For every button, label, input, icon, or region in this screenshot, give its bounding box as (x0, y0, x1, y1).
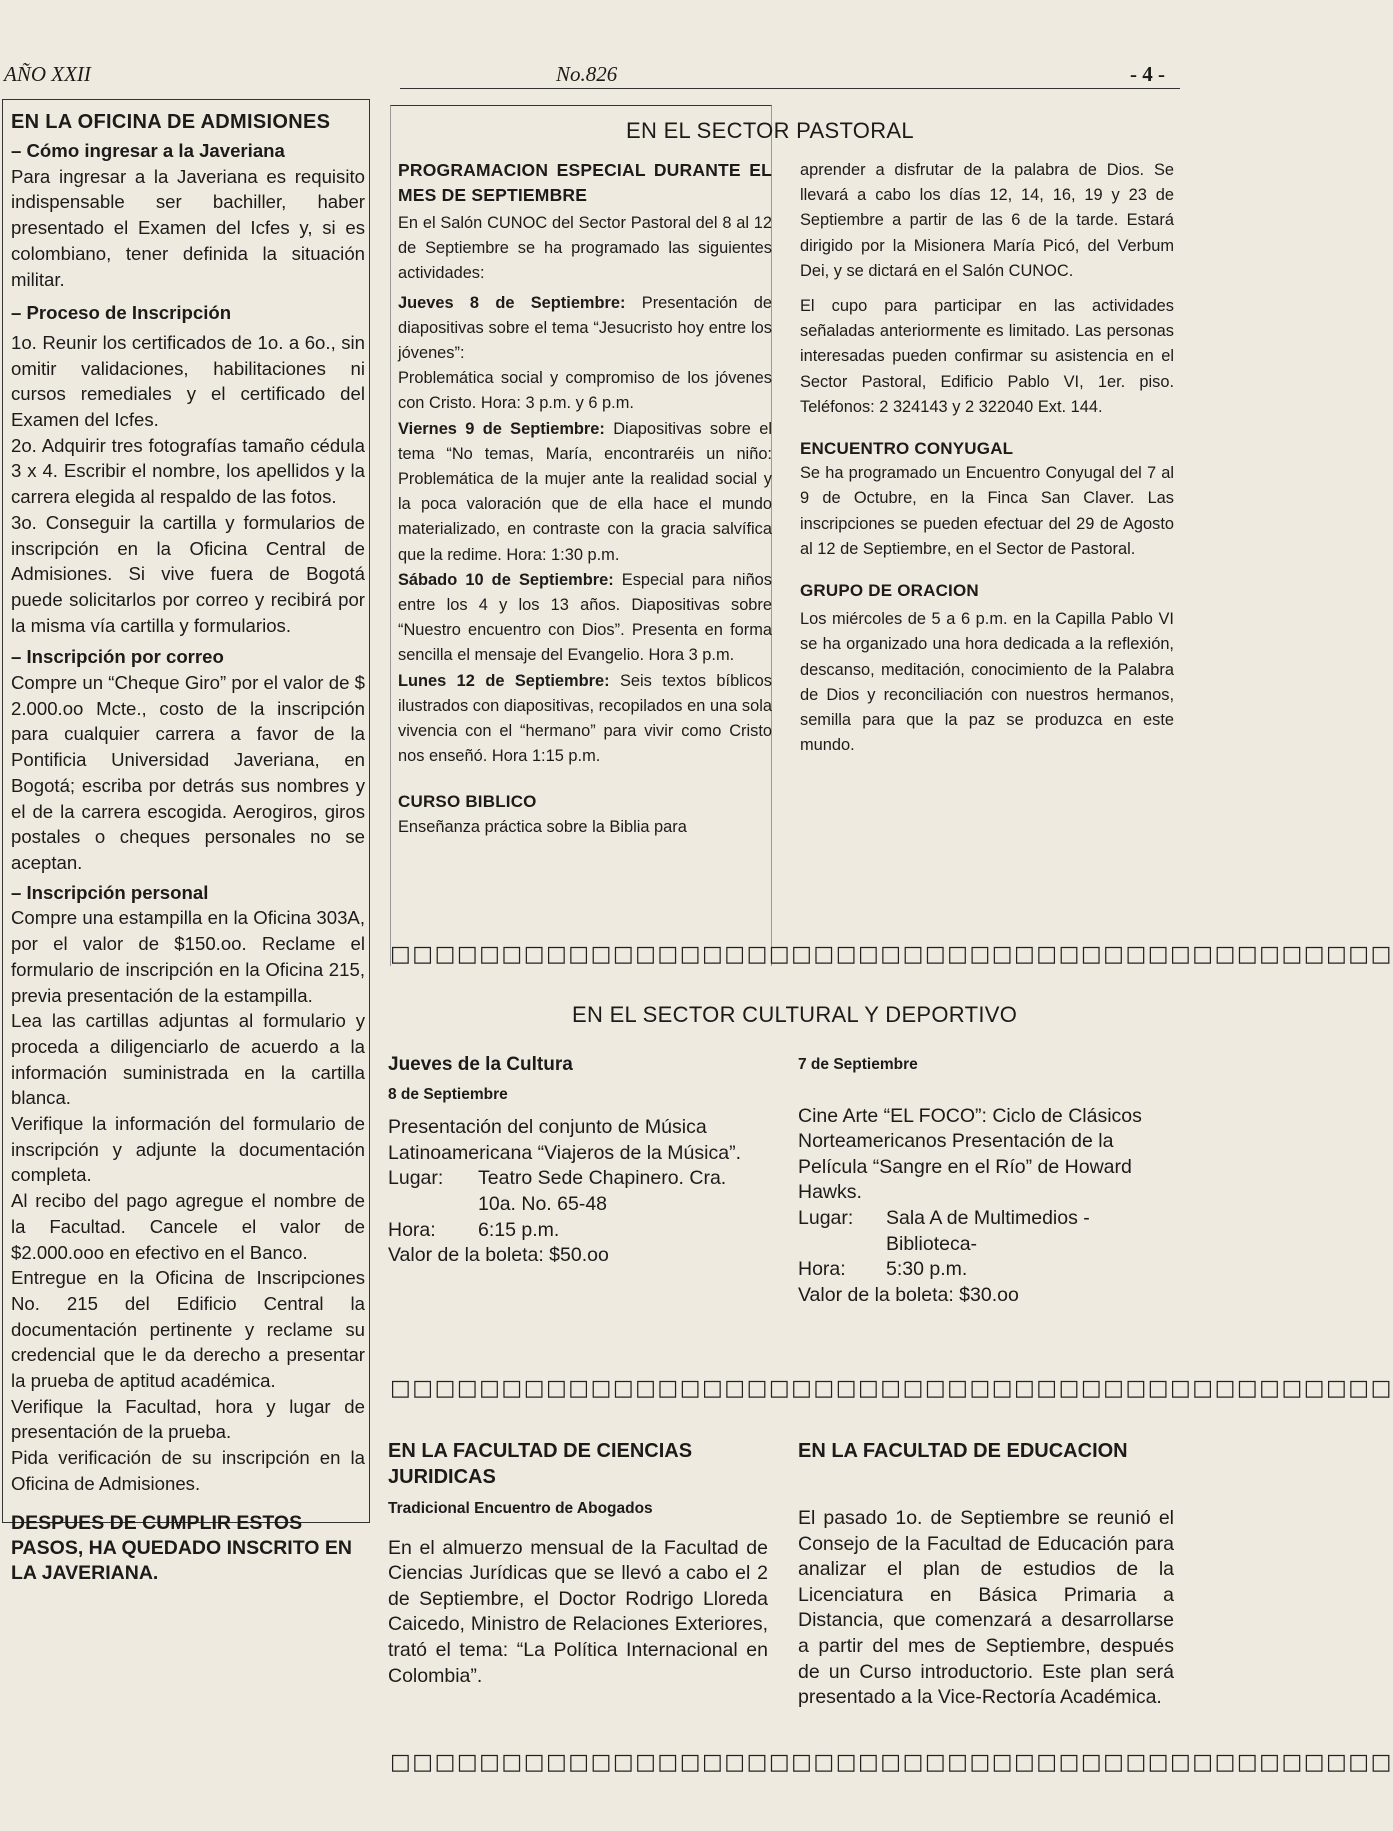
jueves-cultura-lugar (388, 1166, 766, 1217)
juridicas-text: En el almuerzo mensual de la Facultad de Ciencias Jurídicas que se llevó a cabo el 2 de Septiembre, el Doctor Rodrigo Lloreda Caicedo, Ministro de Relaciones Exteriores, trató el tema: “La Política Internacional en Colombia”. (388, 1536, 768, 1687)
juridicas-col (388, 1438, 768, 1689)
header-rule (400, 88, 1180, 89)
cine-lugar-value: Sala A de Multimedios - Biblioteca- (886, 1206, 1090, 1255)
admisiones-p4: Compre una estampilla en la Oficina 303A, por el valor de $150.oo. Reclame el formulario de inscripción en la Oficina 215, previa presentación de la estampilla. Lea las cartillas adjuntas al formulario y proceda a diligenciarlo de acuerdo a la información suministrada en la cartilla blanca. Verifique la información del formulario de inscripción y adjunte la documentación completa. Al recibo del pago agregue el nombre de la Facultad. Cancele el valor de $2.000.ooo en efectivo en el Banco. Entregue en la Oficina de Inscripciones No. 215 del Edificio Central la documentación pertinente y reclame su credencial que le da derecho a presentar la prueba de aptitud académica. Verifique la Facultad, hora y lugar de presentación de la prueba. Pida verificación de su inscripción en la Oficina de Admisiones. (11, 907, 365, 1494)
cupo-text: El cupo para participar en las actividades señaladas anteriormente es limitado. Las personas interesadas pueden confirmar su asistencia en el Sector Pastoral, Edificio Pablo VI, 1er. piso. Teléfonos: 2 324143 y 2 322040 Ext. 144. (800, 297, 1174, 416)
programacion-title: PROGRAMACION ESPECIAL DURANTE EL MES DE SEPTIEMBRE (398, 160, 772, 205)
cultural-col-left (388, 1052, 766, 1269)
programacion-jueves (398, 291, 772, 417)
pastoral-col-1 (398, 158, 772, 840)
admisiones-p1: Para ingresar a la Javeriana es requisito indispensable ser bachiller, haber presentado el Examen del Icfes y, si es colombiano, tener definida la situación militar. (11, 165, 365, 290)
hora-value: 6:15 p.m. (478, 1218, 560, 1241)
admisiones-sub-ingresar: – Cómo ingresar a la Javeriana (11, 140, 285, 161)
grupo-title: GRUPO DE ORACION (800, 581, 979, 601)
viernes-label: Viernes 9 de Septiembre: (398, 419, 605, 438)
cine-hora (798, 1257, 1172, 1283)
jueves-cultura-text: Presentación del conjunto de Música Latinoamericana “Viajeros de la Música”. (388, 1116, 741, 1164)
admisiones-sub-proceso: – Proceso de Inscripción (11, 302, 232, 324)
jueves-cultura-valor: Valor de la boleta: $50.oo (388, 1244, 609, 1267)
lugar-value: Teatro Sede Chapinero. Cra. 10a. No. 65-48 (478, 1167, 727, 1215)
cine-valor: Valor de la boleta: $30.oo (798, 1283, 1019, 1306)
jueves-cultura-title: Jueves de la Cultura (388, 1054, 573, 1075)
admisiones-final: DESPUES DE CUMPLIR ESTOS PASOS, HA QUEDADO INSCRITO EN LA JAVERIANA. (11, 1511, 352, 1584)
curso-biblico-title: CURSO BIBLICO (398, 792, 537, 812)
admisiones-sub-personal: – Inscripción personal (11, 881, 209, 903)
pastoral-col-2 (800, 158, 1174, 758)
encuentro-title: ENCUENTRO CONYUGAL (800, 439, 1014, 459)
admisiones-p2: 1o. Reunir los certificados de 1o. a 6o., sin omitir validaciones, habilitaciones ni cursos remediales y el certificado del Examen del Icfes. 2o. Adquirir tres fotografías tamaño cédula 3 x 4. Escribir el nombre, los apellidos y la carrera elegida al respaldo de las fotos. 3o. Conseguir la cartilla y formularios de inscripción en la Oficina Central de Admisiones. Si vive fuera de Bogotá puede solicitarlos por correo y recibirá por la misma vía cartilla y formularios. (11, 331, 365, 636)
admisiones-title: EN LA OFICINA DE ADMISIONES (11, 111, 331, 133)
cultural-col-right (798, 1052, 1172, 1308)
jueves-cultura-hora (388, 1218, 766, 1244)
lugar-label: Lugar: (388, 1167, 444, 1190)
educacion-text: El pasado 1o. de Septiembre se reunió el Consejo de la Facultad de Educación para analizar el plan de estudios de la Licenciatura en Básica Primaria a Distancia, que comenzará a desarrollarse a partir del mes de Septiembre, después de un Curso introductorio. Este plan será presentado a la Vice-Rectoría Académica. (798, 1507, 1174, 1709)
grupo-text: Los miércoles de 5 a 6 p.m. en la Capilla Pablo VI se ha organizado una hora dedicada a la reflexión, descanso, meditación, conocimiento de la Palabra de Dios y reconciliación con nuestros hermanos, semilla para que la paz se produzca en este mundo. (800, 610, 1174, 755)
cine-hora-label: Hora: (798, 1258, 846, 1281)
lunes-text: Seis textos bíblicos ilustrados con diapositivas, recopilados en una sola vivencia con el “hermano” para vivir como Cristo nos enseñó. Hora 1:15 p.m. (398, 671, 772, 766)
cine-date: 7 de Septiembre (798, 1056, 918, 1073)
sabado-text: Especial para niños entre los 4 y los 13 años. Diapositivas sobre “Nuestro encuentro con Dios”. Presenta en forma sencilla el mensaje del Evangelio. Hora 3 p.m. (398, 570, 772, 665)
issue-number: No.826 (556, 62, 618, 86)
lunes-label: Lunes 12 de Septiembre: (398, 671, 610, 690)
jueves-cultura-date: 8 de Septiembre (388, 1085, 508, 1103)
separator-squares-3: □□□□□□□□□□□□□□□□□□□□□□□□□□□□□□□□□□□□□□□□□□□□□ (390, 1750, 1393, 1775)
programacion-lunes (398, 669, 772, 770)
admisiones-box (2, 99, 370, 1584)
separator-squares-1: □□□□□□□□□□□□□□□□□□□□□□□□□□□□□□□□□□□□□□□□□□□□□ (390, 942, 1393, 967)
juridicas-title: EN LA FACULTAD DE CIENCIAS JURIDICAS (388, 1440, 693, 1488)
cultural-title: EN EL SECTOR CULTURAL Y DEPORTIVO (572, 1002, 1018, 1027)
curso-biblico-cont: aprender a disfrutar de la palabra de Dios. Se llevará a cabo los días 12, 14, 16, 19 y 23 de Septiembre a partir de las 6 de la tarde. Estará dirigido por la Misionera María Picó, del Verbum Dei, y se dictará en el Salón CUNOC. (800, 161, 1174, 280)
admisiones-sub-correo: – Inscripción por correo (11, 646, 224, 668)
viernes-text: Diapositivas sobre el tema “No temas, María, encontraréis un niño: Problemática de la mujer ante la realidad social y la poca valoración que de ella hace el mundo materializado, en contraste con la gracia salvífica que la redime. Hora: 1:30 p.m. (398, 419, 772, 564)
admisiones-p3: Compre un “Cheque Giro” por el valor de $ 2.000.oo Mcte., costo de la inscripción para cualquier carrera a favor de la Pontificia Universidad Javeriana, en Bogotá; escriba por detrás sus nombres y el de la carrera escogida. Aerogiros, giros postales o cheques personales no se aceptan. (11, 672, 365, 873)
year-label: AÑO XXII (4, 62, 91, 86)
pastoral-title: EN EL SECTOR PASTORAL (626, 118, 914, 143)
programacion-viernes (398, 417, 772, 568)
page-number: - 4 - (1130, 62, 1165, 86)
cine-lugar-label: Lugar: (798, 1206, 854, 1229)
cine-text: Cine Arte “EL FOCO”: Ciclo de Clásicos Norteamericanos Presentación de la Película “Sangre en el Río” de Howard Hawks. (798, 1104, 1142, 1204)
cine-lugar (798, 1206, 1172, 1257)
curso-biblico-text: Enseñanza práctica sobre la Biblia para (398, 817, 687, 836)
jueves-label: Jueves 8 de Septiembre: (398, 293, 626, 312)
juridicas-subtitle: Tradicional Encuentro de Abogados (388, 1500, 653, 1517)
educacion-title: EN LA FACULTAD DE EDUCACION (798, 1440, 1128, 1462)
hora-label: Hora: (388, 1218, 436, 1241)
encuentro-text: Se ha programado un Encuentro Conyugal del 7 al 9 de Octubre, en la Finca San Claver. Las inscripciones se pueden efectuar del 29 de Agosto al 12 de Septiembre, en el Sector de Pastoral. (800, 464, 1174, 558)
jueves-text: Presentación de diapositivas sobre el tema “Jesucristo hoy entre los jóvenes”: Problemática social y compromiso de los jóvenes con Cristo. Hora: 3 p.m. y 6 p.m. (398, 293, 772, 413)
programacion-intro: En el Salón CUNOC del Sector Pastoral del 8 al 12 de Septiembre se ha programado las siguientes actividades: (398, 214, 772, 283)
educacion-col (798, 1438, 1174, 1711)
programacion-sabado (398, 568, 772, 669)
separator-squares-2: □□□□□□□□□□□□□□□□□□□□□□□□□□□□□□□□□□□□□□□□□□□□□ (390, 1376, 1393, 1401)
sabado-label: Sábado 10 de Septiembre: (398, 570, 614, 589)
cine-hora-value: 5:30 p.m. (886, 1258, 968, 1281)
